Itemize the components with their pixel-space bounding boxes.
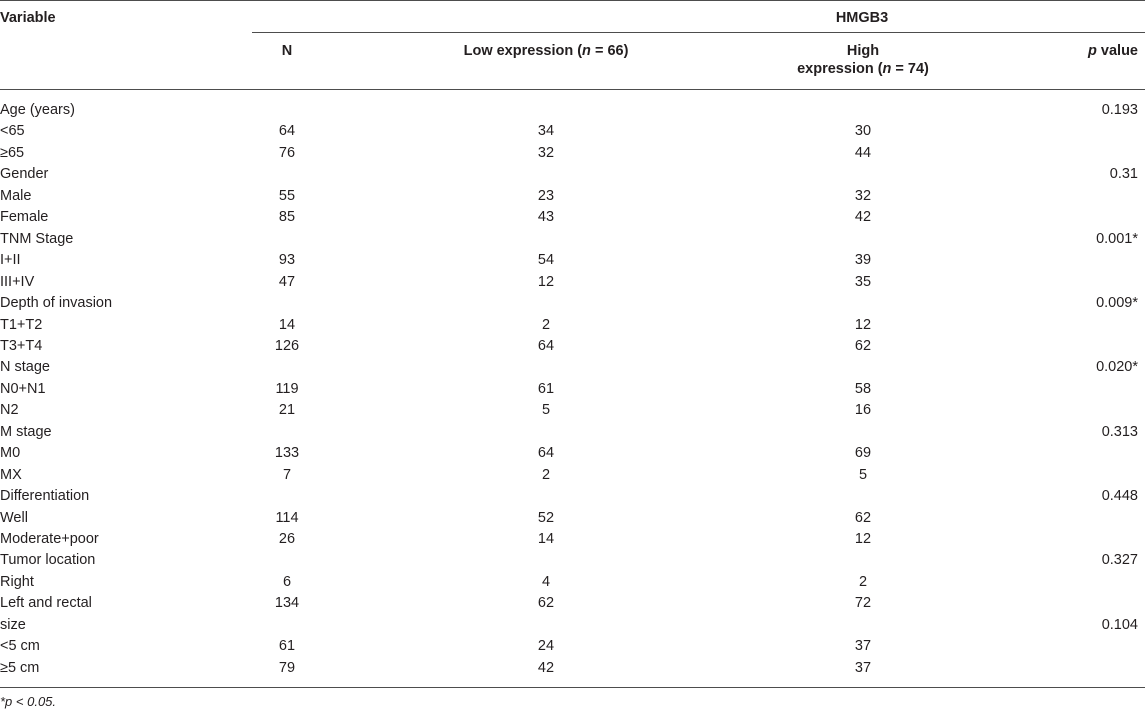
cell-n: 26 xyxy=(278,531,296,547)
cell-variable: M0 xyxy=(0,445,21,461)
cell-low-expression: 54 xyxy=(537,252,555,268)
cell-high-expression: 30 xyxy=(854,123,872,139)
cell-p-value: 0.020* xyxy=(1096,359,1138,375)
cell-low-expression: 2 xyxy=(541,467,551,483)
cell-variable: III+IV xyxy=(0,274,35,290)
cell-variable: Tumor location xyxy=(0,552,96,568)
cell-variable: Differentiation xyxy=(0,488,90,504)
cell-low-expression: 43 xyxy=(537,209,555,225)
cell-n: 79 xyxy=(278,660,296,676)
cell-n: 119 xyxy=(275,381,299,397)
header-group-rule xyxy=(252,32,1145,33)
cell-variable: <5 cm xyxy=(0,638,40,654)
cell-high-expression: 42 xyxy=(854,209,872,225)
cell-high-expression: 12 xyxy=(854,317,872,333)
cell-low-expression: 2 xyxy=(541,317,551,333)
cell-high-expression: 58 xyxy=(854,381,872,397)
cell-high-expression: 69 xyxy=(854,445,872,461)
cell-low-expression: 34 xyxy=(537,123,555,139)
header-bottom-rule xyxy=(0,89,1145,90)
cell-variable: Well xyxy=(0,510,28,526)
cell-n: 76 xyxy=(278,145,296,161)
cell-low-expression: 64 xyxy=(537,445,555,461)
cell-variable: Left and rectal xyxy=(0,595,92,611)
cell-low-expression: 5 xyxy=(541,402,551,418)
cell-p-value: 0.448 xyxy=(1101,488,1138,504)
cell-n: 85 xyxy=(278,209,296,225)
cell-variable: T1+T2 xyxy=(0,317,43,333)
cell-variable: Gender xyxy=(0,166,49,182)
cell-low-expression: 24 xyxy=(537,638,555,654)
cell-low-expression: 4 xyxy=(541,574,551,590)
cell-n: 93 xyxy=(278,252,296,268)
cell-p-value: 0.009* xyxy=(1096,295,1138,311)
cell-p-value: 0.327 xyxy=(1101,552,1138,568)
cell-low-expression: 61 xyxy=(537,381,555,397)
cell-high-expression: 32 xyxy=(854,188,872,204)
cell-high-expression: 62 xyxy=(854,510,872,526)
cell-low-expression: 52 xyxy=(537,510,555,526)
cell-variable: Female xyxy=(0,209,49,225)
cell-p-value: 0.104 xyxy=(1101,617,1138,633)
cell-variable: Right xyxy=(0,574,34,590)
cell-low-expression: 42 xyxy=(537,660,555,676)
cell-low-expression: 12 xyxy=(537,274,555,290)
cell-n: 134 xyxy=(274,595,300,611)
cell-high-expression: 39 xyxy=(854,252,872,268)
header-group-hmgb3: HMGB3 xyxy=(835,10,889,26)
cell-high-expression: 37 xyxy=(854,660,872,676)
footnote: *p < 0.05. xyxy=(0,694,57,709)
cell-n: 61 xyxy=(278,638,296,654)
cell-variable: ≥5 cm xyxy=(0,660,40,676)
cell-n: 133 xyxy=(274,445,300,461)
cell-high-expression: 35 xyxy=(854,274,872,290)
cell-p-value: 0.313 xyxy=(1101,424,1138,440)
header-p-value: p value xyxy=(1088,43,1138,59)
header-n: N xyxy=(281,43,293,59)
cell-low-expression: 62 xyxy=(537,595,555,611)
cell-low-expression: 14 xyxy=(537,531,555,547)
header-low-expression: Low expression (n = 66) xyxy=(463,43,629,59)
cell-variable: N stage xyxy=(0,359,50,375)
cell-variable: MX xyxy=(0,467,22,483)
cell-low-expression: 64 xyxy=(537,338,555,354)
cell-variable: TNM Stage xyxy=(0,231,74,247)
cell-n: 114 xyxy=(275,510,299,526)
cell-n: 126 xyxy=(274,338,300,354)
cell-n: 47 xyxy=(278,274,296,290)
cell-variable: N0+N1 xyxy=(0,381,46,397)
cell-variable: N2 xyxy=(0,402,19,418)
cell-n: 64 xyxy=(278,123,296,139)
cell-variable: size xyxy=(0,617,26,633)
cell-variable: M stage xyxy=(0,424,52,440)
cell-high-expression: 62 xyxy=(854,338,872,354)
cell-high-expression: 37 xyxy=(854,638,872,654)
cell-high-expression: 16 xyxy=(854,402,872,418)
cell-variable: Male xyxy=(0,188,32,204)
cell-variable: Moderate+poor xyxy=(0,531,99,547)
cell-variable: Depth of invasion xyxy=(0,295,113,311)
cell-high-expression: 12 xyxy=(854,531,872,547)
cell-p-value: 0.31 xyxy=(1109,166,1138,182)
cell-n: 55 xyxy=(278,188,296,204)
cell-n: 14 xyxy=(278,317,296,333)
cell-variable: I+II xyxy=(0,252,21,268)
cell-high-expression: 72 xyxy=(854,595,872,611)
cell-n: 6 xyxy=(282,574,292,590)
cell-high-expression: 44 xyxy=(854,145,872,161)
cell-p-value: 0.001* xyxy=(1096,231,1138,247)
header-high-expression: High expression (n = 74) xyxy=(797,43,929,77)
table-bottom-rule xyxy=(0,687,1145,688)
cell-variable: <65 xyxy=(0,123,25,139)
cell-variable: T3+T4 xyxy=(0,338,43,354)
cell-p-value: 0.193 xyxy=(1101,102,1138,118)
table-top-rule xyxy=(0,0,1145,1)
header-variable: Variable xyxy=(0,10,56,26)
cell-variable: Age (years) xyxy=(0,102,75,118)
cell-n: 7 xyxy=(282,467,292,483)
cell-low-expression: 23 xyxy=(537,188,555,204)
cell-high-expression: 5 xyxy=(858,467,868,483)
cell-n: 21 xyxy=(278,402,296,418)
cell-variable: ≥65 xyxy=(0,145,25,161)
cell-high-expression: 2 xyxy=(858,574,868,590)
cell-low-expression: 32 xyxy=(537,145,555,161)
